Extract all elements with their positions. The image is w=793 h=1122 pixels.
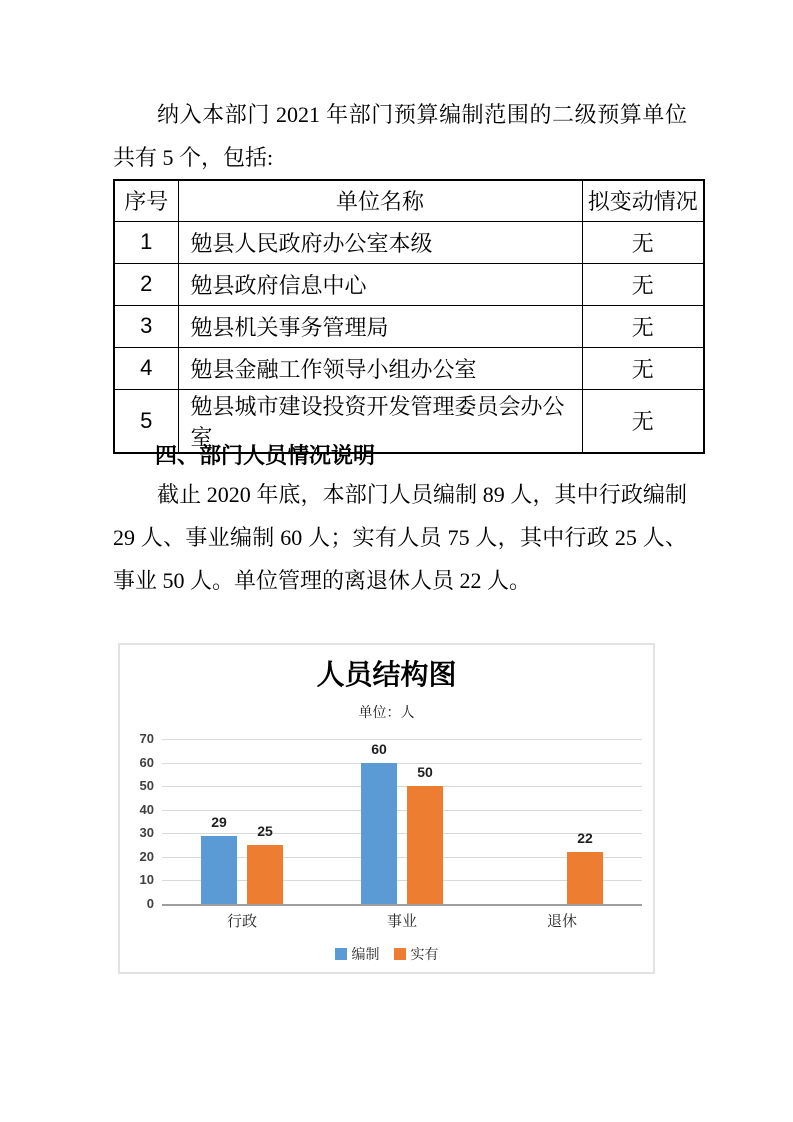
legend-label: 实有 — [410, 948, 439, 963]
bar-value-label: 29 — [211, 813, 227, 830]
bar-value-label: 50 — [417, 764, 433, 781]
chart-title: 人员结构图 — [316, 660, 457, 691]
category-label: 行政 — [226, 914, 257, 930]
bar-value-label: 22 — [577, 830, 593, 847]
y-axis-tick-label: 10 — [139, 872, 154, 888]
personnel-chart — [118, 643, 655, 974]
y-axis-tick-label: 60 — [139, 754, 154, 770]
intro-paragraph: 纳入本部门 2021 年部门预算编制范围的二级预算单位共有 5 个，包括: — [113, 102, 687, 170]
row-unit-name: 勉县政府信息中心 — [178, 263, 582, 305]
y-axis-tick-label: 50 — [139, 778, 154, 794]
x-axis-line — [162, 904, 642, 906]
row-serial: 1 — [114, 221, 178, 263]
row-change: 无 — [582, 263, 704, 305]
bar-value-label: 25 — [257, 823, 273, 840]
legend-swatch-icon — [394, 948, 406, 960]
y-axis-tick-label: 40 — [139, 801, 154, 817]
bar-实有 — [407, 786, 443, 904]
bar-实有 — [567, 852, 603, 904]
table-row — [114, 221, 704, 263]
header-serial-number: 序号 — [114, 180, 178, 221]
legend-item — [335, 944, 380, 964]
category-label: 退休 — [546, 914, 577, 930]
row-serial: 5 — [114, 389, 178, 453]
row-change: 无 — [582, 221, 704, 263]
bar-编制 — [201, 836, 237, 904]
section-heading: 四、部门人员情况说明 — [155, 443, 376, 468]
header-planned-change: 拟变动情况 — [582, 180, 704, 221]
table-row — [114, 263, 704, 305]
category-label: 事业 — [386, 914, 417, 930]
gridline — [162, 810, 642, 811]
budget-units-table — [113, 179, 705, 454]
bar-实有 — [247, 845, 283, 904]
y-axis-tick-label: 70 — [139, 731, 154, 746]
bar-编制 — [361, 763, 397, 904]
table-header-row — [114, 180, 704, 221]
row-serial: 3 — [114, 305, 178, 347]
row-unit-name: 勉县人民政府办公室本级 — [178, 221, 582, 263]
table-row — [114, 347, 704, 389]
y-axis-tick-label: 0 — [146, 896, 154, 911]
y-axis-tick-label: 30 — [139, 825, 154, 841]
row-serial: 2 — [114, 263, 178, 305]
table-row — [114, 305, 704, 347]
legend-label: 编制 — [351, 948, 380, 963]
row-change: 无 — [582, 305, 704, 347]
header-unit-name: 单位名称 — [178, 180, 582, 221]
chart-unit-label: 单位：人 — [358, 706, 415, 721]
row-unit-name: 勉县城市建设投资开发管理委员会办公室 — [178, 389, 582, 453]
personnel-paragraph: 截止 2020 年底，本部门人员编制 89 人，其中行政编制 29 人、事业编制 60 人；实有人员 75 人，其中行政 25 人、事业 50 人。单位管理的离退休人员 22 人。 — [113, 482, 687, 593]
gridline — [162, 739, 642, 740]
gridline — [162, 786, 642, 787]
row-change: 无 — [582, 347, 704, 389]
chart-legend — [120, 944, 653, 964]
legend-swatch-icon — [335, 948, 347, 960]
row-serial: 4 — [114, 347, 178, 389]
row-unit-name: 勉县金融工作领导小组办公室 — [178, 347, 582, 389]
legend-item — [394, 944, 439, 964]
row-change: 无 — [582, 389, 704, 453]
row-unit-name: 勉县机关事务管理局 — [178, 305, 582, 347]
bar-value-label: 60 — [371, 740, 387, 757]
gridline — [162, 763, 642, 764]
y-axis-tick-label: 20 — [139, 848, 154, 864]
